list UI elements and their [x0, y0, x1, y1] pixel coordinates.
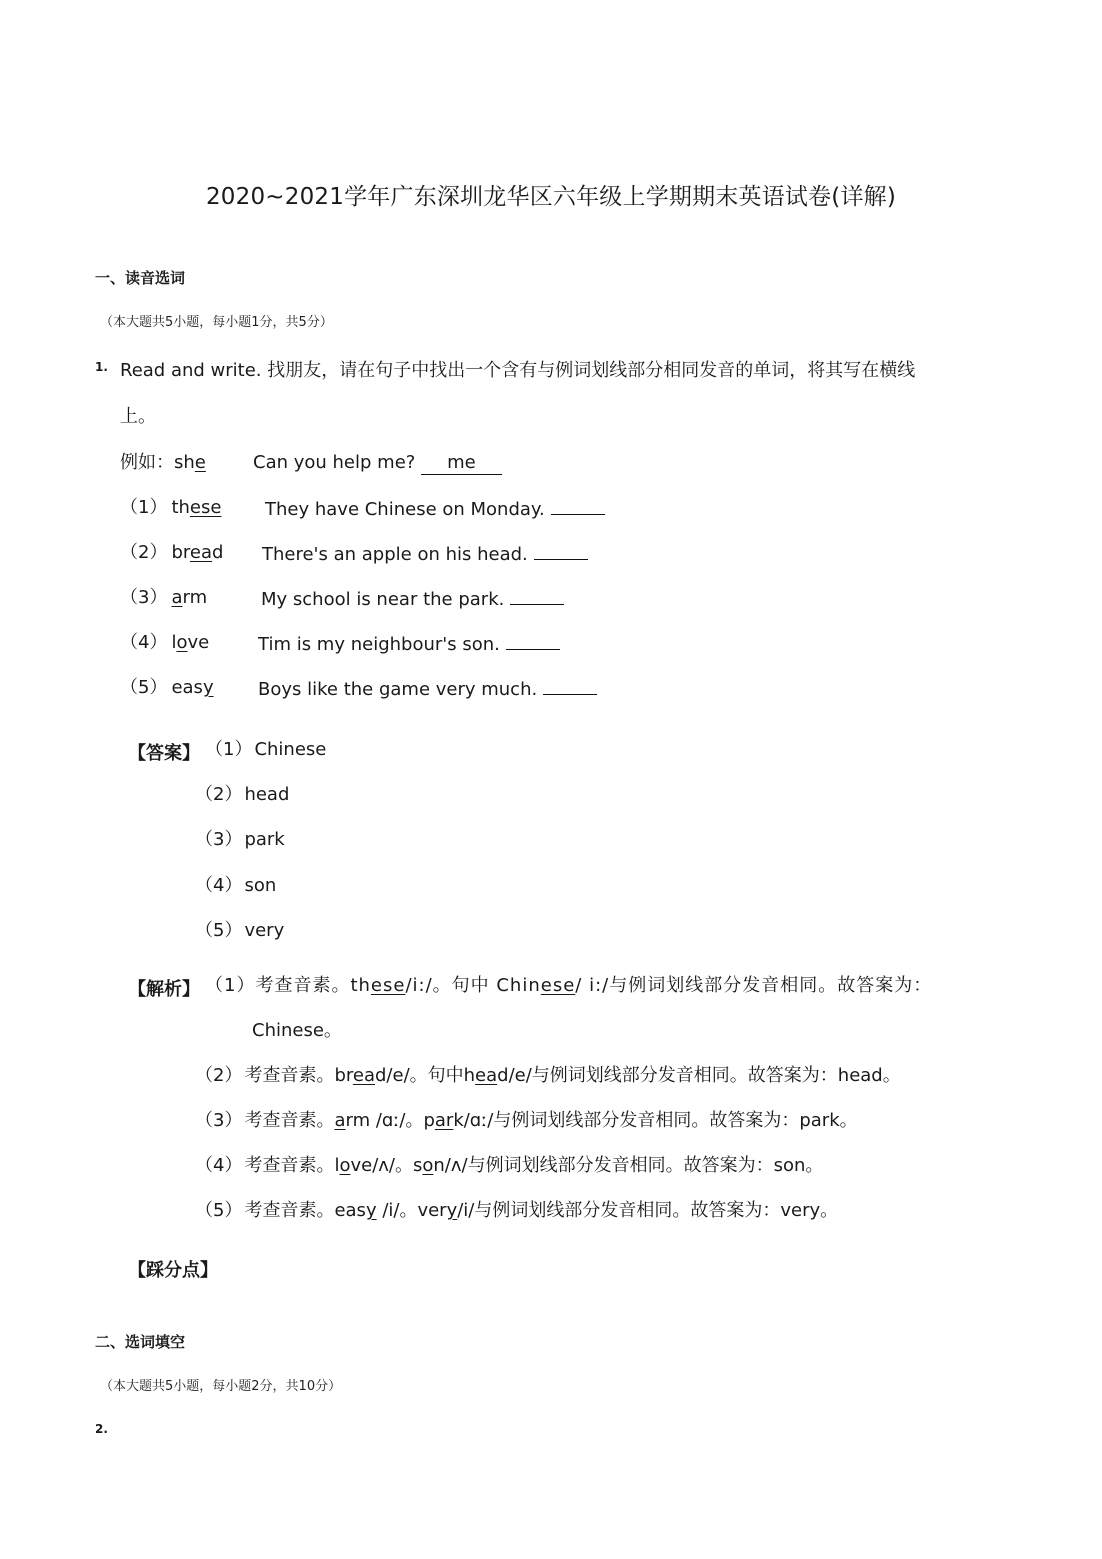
question-item-4-sentence: Tim is my neighbour's son.	[258, 631, 560, 657]
question-item-3-sentence: My school is near the park.	[261, 586, 564, 612]
answer-item-4: （4） son	[195, 875, 277, 896]
question-item-1: （1） these	[120, 497, 222, 518]
answer-blank-2[interactable]	[534, 541, 588, 560]
question-item-2-sentence: There's an apple on his head.	[262, 541, 588, 567]
analysis-line-1: （1）考查音素。these/i:/。句中 Chinese/ i:/与例词划线部分发音相同。故答案为：	[205, 975, 933, 996]
answer-item-1: （1） Chinese	[205, 739, 327, 760]
question-1-stem-line2: 上。	[120, 406, 156, 427]
section-1-heading: 一、读音选词	[95, 269, 186, 287]
analysis-tag: 【解析】	[128, 979, 200, 1000]
analysis-line-2: （2） 考查音素。bread/e/。句中head/e/与例词划线部分发音相同。故答案为：head。	[195, 1065, 901, 1086]
section-1-note: （本大题共5小题，每小题1分，共5分）	[100, 315, 333, 330]
answer-blank-1[interactable]	[551, 496, 605, 515]
example-sentence: Can you help me? me	[253, 451, 502, 475]
answer-tag: 【答案】	[128, 743, 200, 764]
question-item-5-sentence: Boys like the game very much.	[258, 676, 597, 702]
analysis-line-4: （4） 考查音素。love/ʌ/。son/ʌ/与例词划线部分发音相同。故答案为：son。	[195, 1155, 824, 1176]
question-1-stem-line1: Read and write. 找朋友，请在句子中找出一个含有与例词划线部分相同发音的单词，将其写在横线	[120, 360, 916, 381]
question-1-number: 1.	[95, 360, 108, 374]
answer-blank-5[interactable]	[543, 676, 597, 695]
answer-blank-3[interactable]	[510, 586, 564, 605]
question-item-5: （5） easy	[120, 677, 214, 698]
question-item-3: （3） arm	[120, 587, 208, 608]
scoring-points-tag: 【踩分点】	[128, 1260, 218, 1281]
example-label: 例如：	[120, 452, 174, 473]
section-2-note: （本大题共5小题，每小题2分，共10分）	[100, 1379, 342, 1394]
question-item-4: （4） love	[120, 632, 210, 653]
answer-item-2: （2） head	[195, 784, 290, 805]
section-2-heading: 二、选词填空	[95, 1333, 186, 1351]
example-line	[120, 451, 206, 475]
example-answer-blank: me	[421, 452, 502, 475]
analysis-line-5: （5） 考查音素。easy /i/。very/i/与例词划线部分发音相同。故答案为：very。	[195, 1200, 839, 1221]
answer-blank-4[interactable]	[506, 631, 560, 650]
example-word: she	[174, 452, 206, 473]
question-2-number: 2.	[95, 1422, 108, 1436]
page-title: 2020~2021学年广东深圳龙华区六年级上学期期末英语试卷(详解)	[205, 184, 897, 210]
answer-item-3: （3） park	[195, 829, 285, 850]
question-item-1-sentence: They have Chinese on Monday.	[265, 496, 605, 522]
question-item-2: （2） bread	[120, 542, 224, 563]
analysis-line-3: （3） 考查音素。arm /ɑː/。park/ɑː/与例词划线部分发音相同。故答案为：park。	[195, 1110, 858, 1131]
answer-item-5: （5） very	[195, 920, 285, 941]
analysis-line-1-cont: Chinese。	[252, 1020, 342, 1041]
